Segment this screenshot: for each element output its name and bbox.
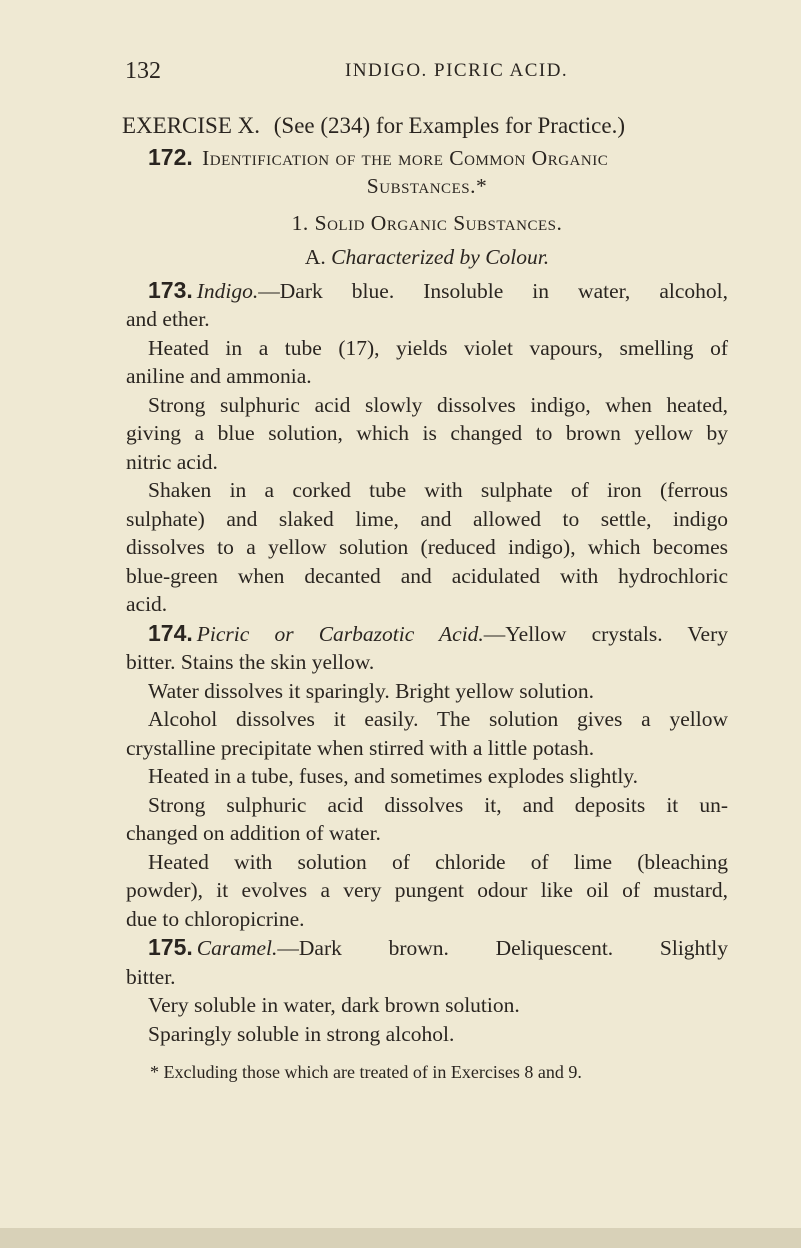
paragraph-line: nitric acid. [126, 449, 218, 474]
entry-number: 174. [148, 619, 193, 646]
paragraph-line: and ether. [126, 307, 210, 331]
section-number: 172. [148, 143, 193, 170]
footnote: * Excluding those which are treated of in Exercises 8 and 9. [150, 1062, 582, 1082]
paragraph-line: sulphate) and slaked lime, and allowed to settle, indigo [126, 506, 728, 531]
exercise-title: EXERCISE X. [122, 113, 260, 138]
paragraph-line: due to chloropicrine. [126, 906, 305, 931]
paragraph-line: Heated in a tube (17), yields violet vapours, smelling of [148, 335, 728, 360]
page-edge [0, 1228, 801, 1248]
exercise-heading [122, 112, 728, 141]
page-number: 132 [125, 58, 161, 84]
paragraph-line: giving a blue solution, which is changed to brown yellow by [126, 421, 728, 445]
paragraph-line: aniline and ammonia. [126, 364, 312, 388]
subsection-letter: A. [304, 245, 326, 269]
paragraph-line: —Yellow crystals. Very [483, 621, 728, 646]
paragraph-line: Alcohol dissolves it easily. The solution gives a yellow [148, 707, 728, 731]
entry-number: 173. [148, 276, 193, 303]
paragraph-line: dissolves to a yellow solution (reduced indigo), which becomes [126, 535, 728, 559]
paragraph-line: bitter. [126, 964, 176, 989]
subsection-subtitle-text: Characterized by Colour. [331, 245, 550, 269]
exercise-note: (See (234) for Examples for Practice.) [273, 113, 625, 138]
paragraph-line: Sparingly soluble in strong alcohol. [148, 1021, 455, 1046]
paragraph-line: bitter. Stains the skin yellow. [126, 650, 375, 674]
subsection-subtitle [126, 243, 728, 272]
section-172-heading [126, 143, 728, 173]
entry-173-first-line [126, 276, 728, 306]
paragraph-line: Strong sulphuric acid slowly dissolves indigo, when heated, [148, 392, 728, 417]
page-header [125, 58, 685, 88]
entry-174-first-line [126, 619, 728, 649]
paragraph-line: powder), it evolves a very pungent odour like oil of mustard, [126, 878, 728, 902]
paragraph-line: acid. [126, 592, 168, 616]
running-head: INDIGO. PICRIC ACID. [345, 60, 569, 81]
paragraph-line: Heated in a tube, fuses, and sometimes explodes slightly. [148, 764, 639, 788]
entry-number: 175. [148, 934, 193, 960]
entry-name: Caramel. [196, 936, 278, 960]
entry-name: Picric or Carbazotic Acid. [196, 621, 484, 646]
paragraph-line: Heated with solution of chloride of lime (bleaching [148, 849, 728, 874]
subsection-title: 1. Solid Organic Substances. [291, 210, 563, 235]
paragraph-line: Shaken in a corked tube with sulphate of iron (ferrous [148, 478, 728, 502]
section-title-line1: Identification of the more Common Organic [202, 145, 609, 170]
paragraph-line: —Dark brown. Deliquescent. Slightly [277, 936, 728, 960]
page-body [122, 112, 728, 1048]
paragraph-line: changed on addition of water. [126, 821, 381, 845]
paragraph-line: Water dissolves it sparingly. Bright yellow solution. [148, 678, 594, 703]
paragraph-line: blue-green when decanted and acidulated with hydrochloric [126, 563, 728, 588]
entry-name: Indigo. [196, 278, 259, 303]
section-title-line2: Substances.* [366, 174, 488, 198]
paragraph-line: crystalline precipitate when stirred with a little potash. [126, 735, 595, 760]
paragraph-line: —Dark blue. Insoluble in water, alcohol, [258, 278, 728, 303]
paragraph-line: Strong sulphuric acid dissolves it, and deposits it un- [148, 792, 728, 817]
paragraph-line: Very soluble in water, dark brown solution. [148, 993, 520, 1017]
entry-175-first-line [126, 933, 728, 963]
